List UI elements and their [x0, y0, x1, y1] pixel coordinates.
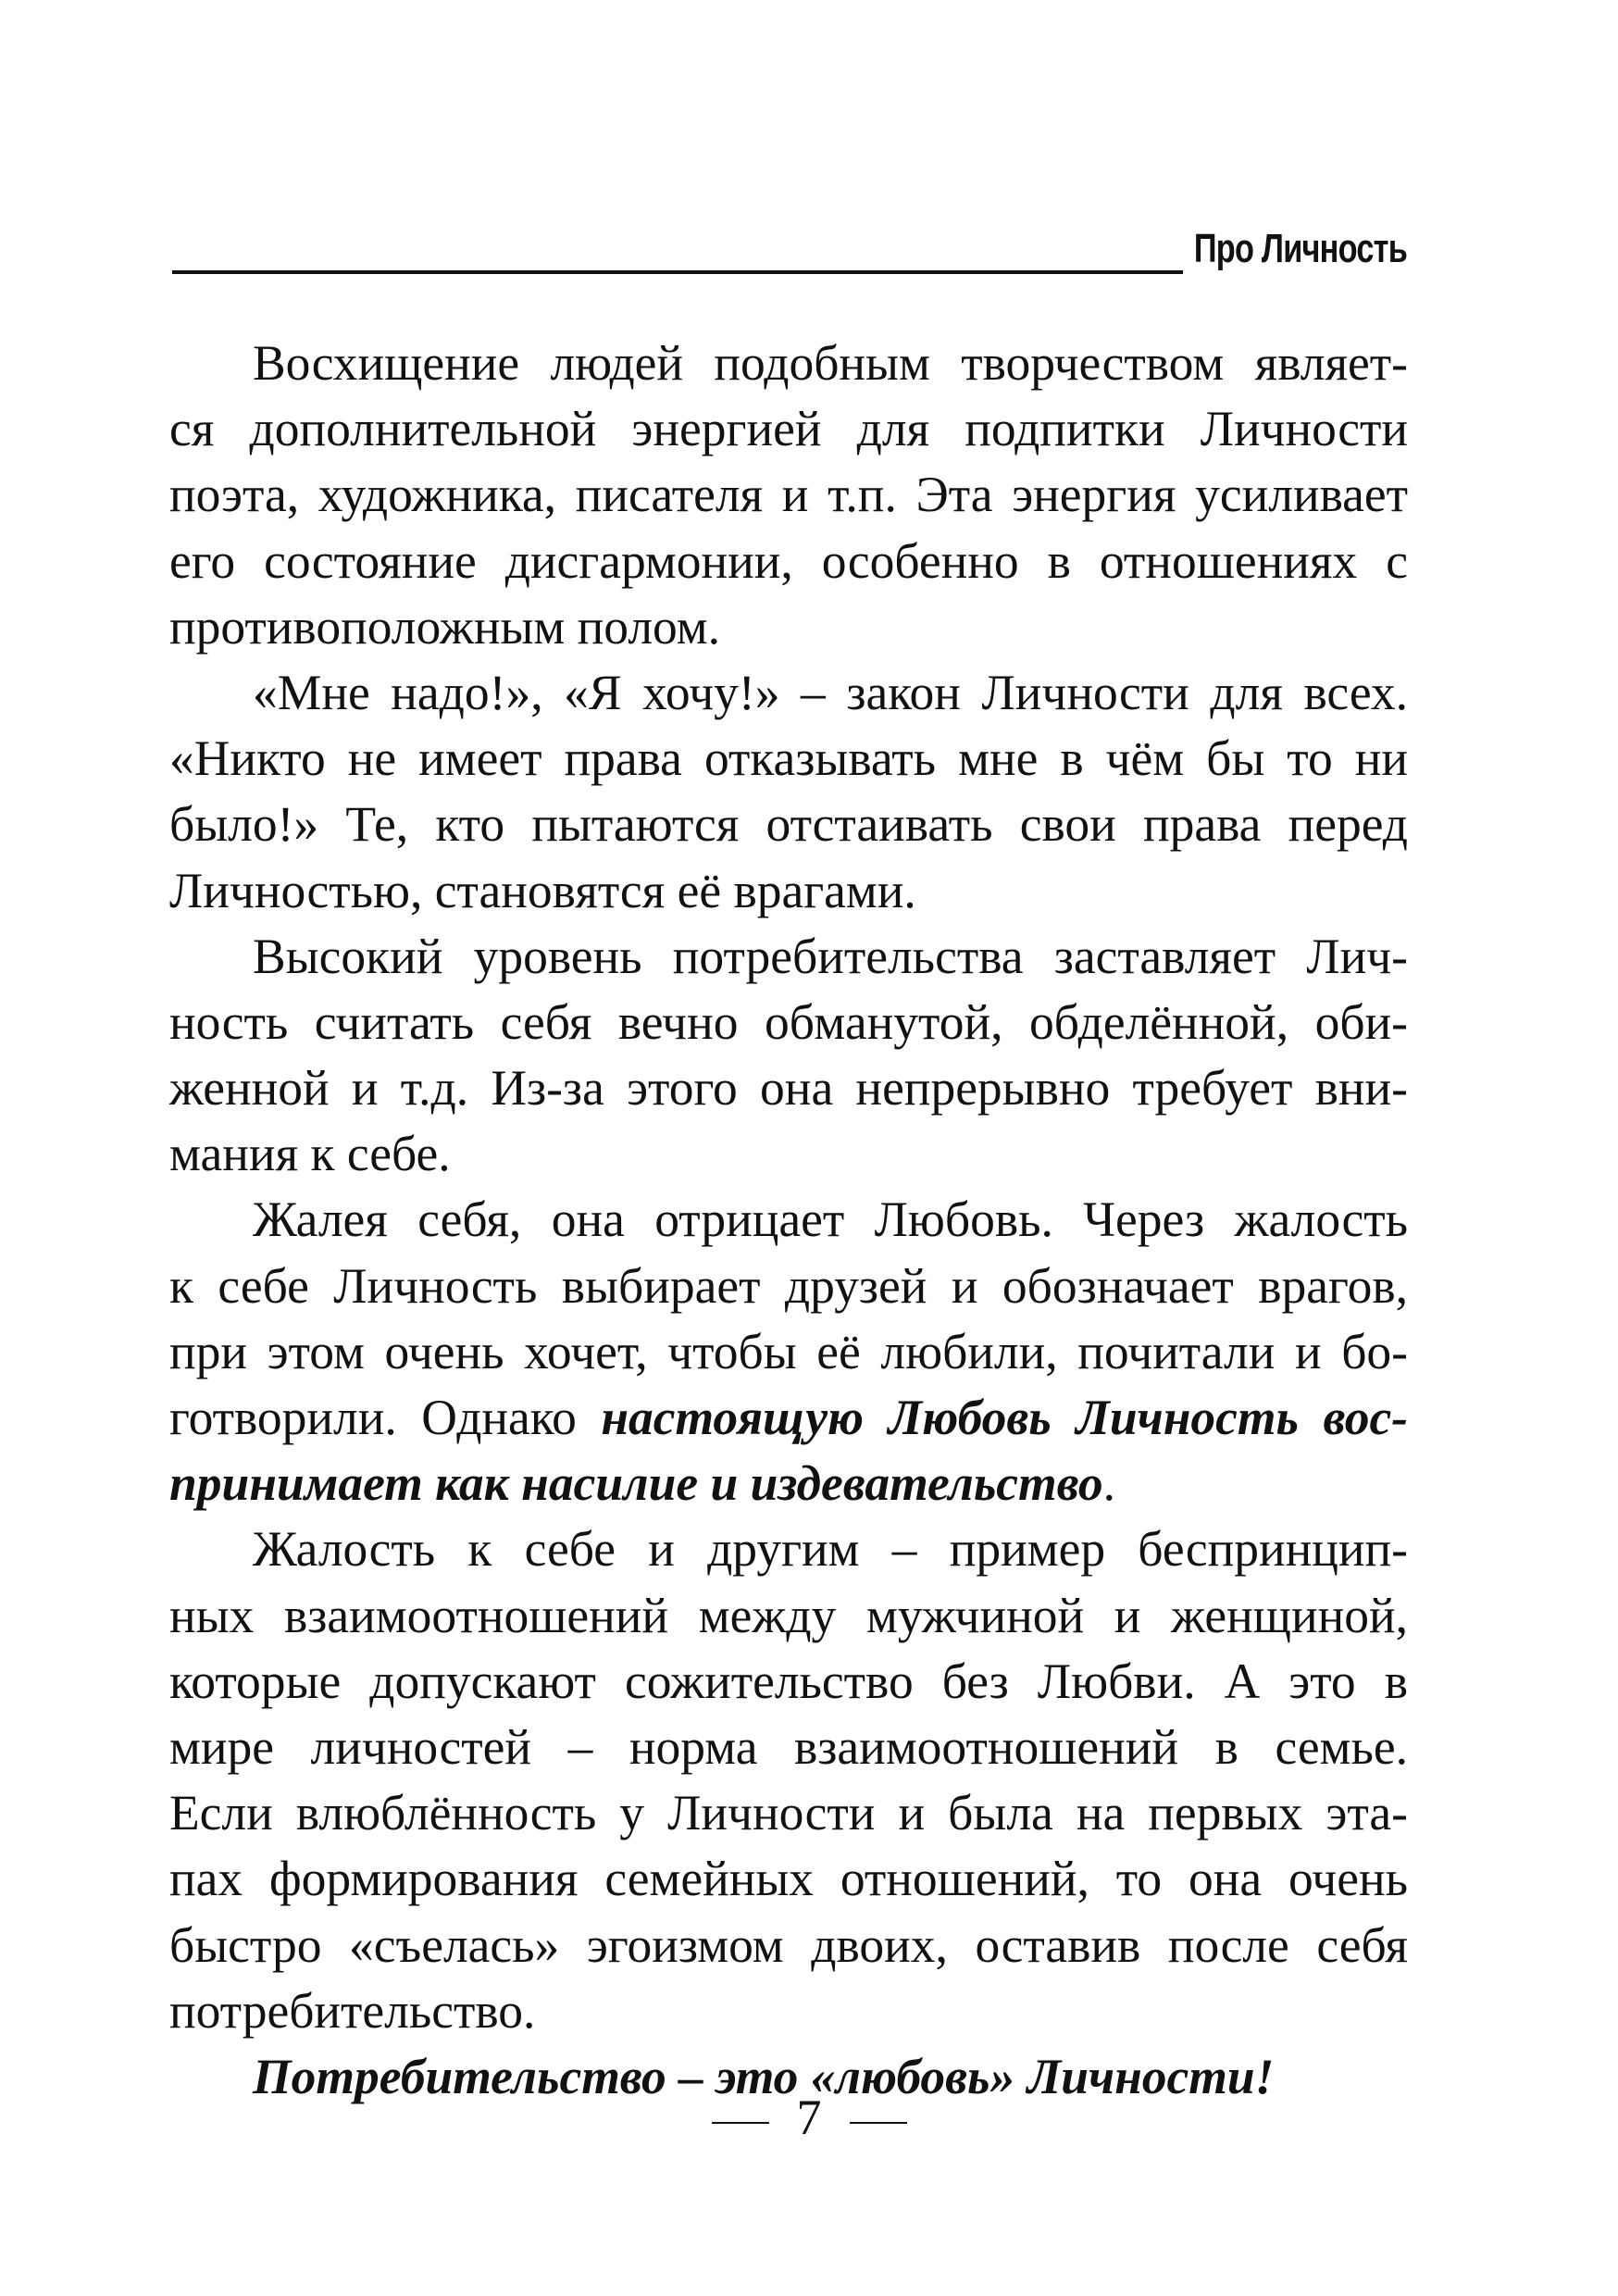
text-line: пах формирования семейных отношений, то она очень: [169, 1851, 1408, 1907]
text-line: его состояние дисгармонии, особенно в отношениях с: [169, 532, 1408, 589]
text-line: мире личностей – норма взаимоотношений в семье.: [169, 1718, 1408, 1775]
text-line: ся дополнительной энергией для подпитки Личности: [169, 401, 1408, 457]
text-line: [169, 1451, 1408, 1516]
text-line: Жалея себя, она отрицает Любовь. Через жалость: [253, 1192, 1408, 1248]
text-line: поэта, художника, писателя и т.п. Эта энергия усиливает: [169, 467, 1408, 523]
text-line: Восхищение людей подобным творчеством являет-: [253, 335, 1408, 391]
text-run: готворили. Однако: [169, 1390, 602, 1445]
header-rule: [172, 270, 1183, 274]
text-line: «Мне надо!», «Я хочу!» – закон Личности для всех.: [253, 664, 1408, 720]
text-line: потребительство.: [169, 1982, 536, 2039]
page-number-value: 7: [796, 2090, 822, 2145]
text-line: ных взаимоотношений между мужчиной и женщиной,: [169, 1587, 1408, 1643]
text-line: Жалость к себе и другим – пример беспринцип-: [253, 1521, 1408, 1578]
text-line: при этом очень хочет, чтобы её любили, почитали и бо-: [169, 1323, 1408, 1379]
text-line: которые допускают сожительство без Любви. А это в: [169, 1653, 1408, 1709]
text-line: к себе Личность выбирает друзей и обозначает врагов,: [169, 1257, 1408, 1314]
text-line: Высокий уровень потребительства заставляет Лич-: [253, 928, 1408, 984]
emphasis-text: настоящую Любовь Личность вос-: [601, 1390, 1409, 1445]
running-header-title: Про Личность: [1193, 226, 1407, 271]
text-run: .: [1102, 1455, 1115, 1512]
text-line: было!» Те, кто пытаются отстаивать свои права перед: [169, 796, 1408, 853]
text-line: «Никто не имеет права отказывать мне в чём бы то ни: [169, 730, 1408, 787]
body-text: [169, 331, 1408, 2110]
text-line: мания к себе.: [169, 1126, 451, 1182]
text-line: Если влюблённость у Личности и была на первых эта-: [169, 1785, 1408, 1841]
page-number: [0, 2089, 1618, 2146]
text-line: женной и т.д. Из-за этого она непрерывно требует вни-: [169, 1060, 1408, 1117]
folio-dash-right: [850, 2122, 907, 2124]
text-line: быстро «съелась» эгоизмом двоих, оставив после себя: [169, 1916, 1408, 1973]
text-line: [169, 1385, 1408, 1451]
folio-dash-left: [712, 2122, 769, 2124]
text-line: Личностью, становятся её врагами.: [169, 862, 916, 918]
text-line: противоположным полом.: [169, 598, 720, 655]
text-line: ность считать себя вечно обманутой, обделённой, оби-: [169, 993, 1408, 1050]
emphasis-text: принимает как насилие и издевательство: [169, 1455, 1103, 1512]
conclusion-line: Потребительство – это «любовь» Личности!: [253, 2048, 1275, 2104]
